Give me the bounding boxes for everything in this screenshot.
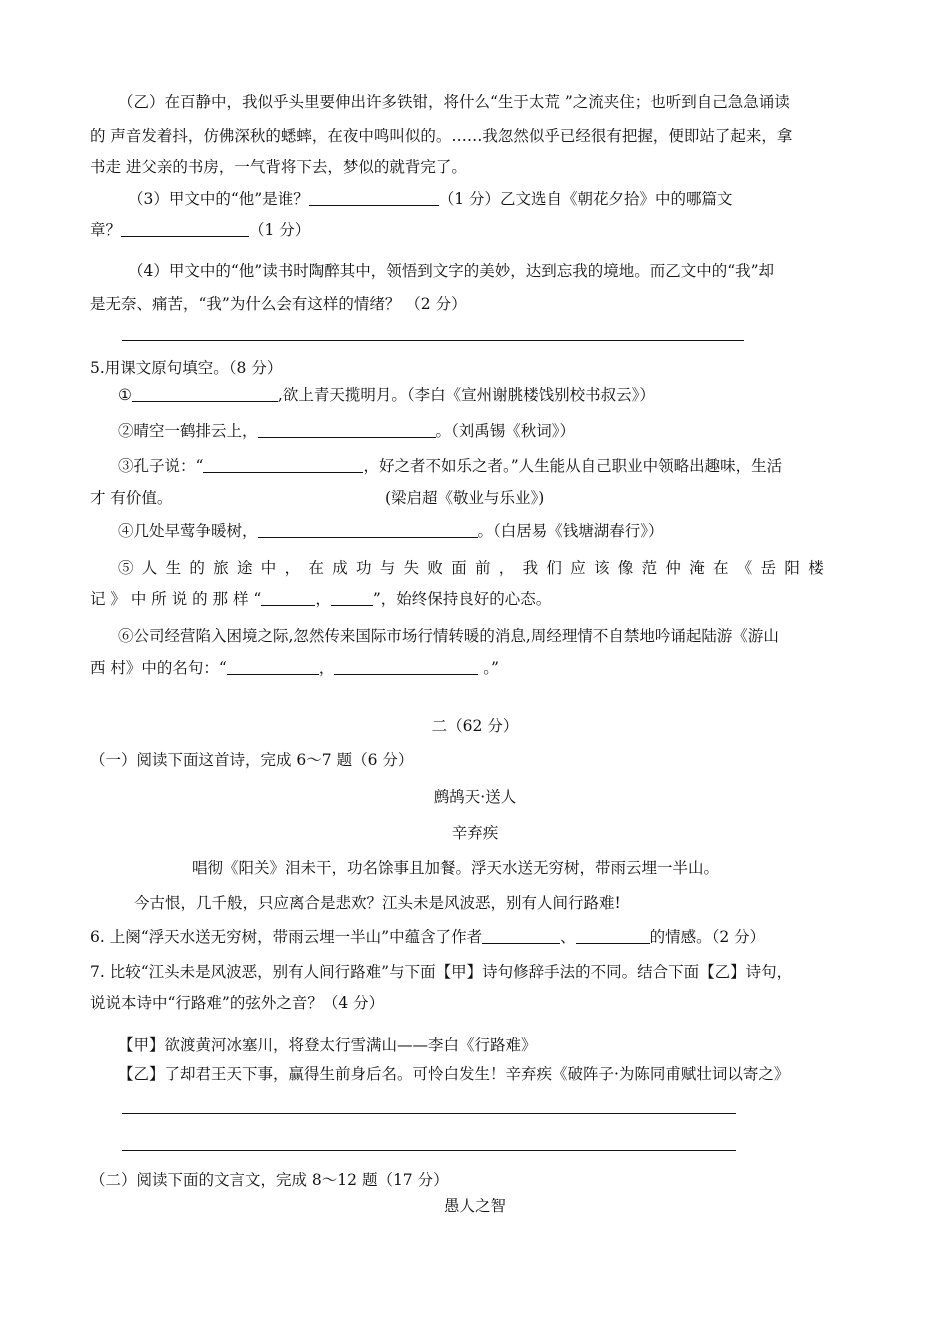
item-3-source: (梁启超《敬业与乐业》) [385,489,545,507]
passage-line-3: 书走 进父亲的书房，一气背将下去，梦似的就背完了。 [90,158,467,176]
answer-line-4[interactable] [122,340,744,341]
question-7-line-1: 7. 比较“江头未是风波恶，别有人间行路难”与下面【甲】诗句修辞手法的不同。结合下面【乙】诗句， [90,963,793,981]
answer-blank-5-6a[interactable] [227,658,319,675]
question-6-text-a: 6. 上阕“浮天水送无穷树，带雨云埋一半山”中蕴含了作者 [90,928,483,946]
question-5-title: 5.用课文原句填空。（8 分） [90,359,283,377]
item-2-text-b: 。（刘禹锡《秋词》） [435,422,576,440]
item-2-text-a: ②晴空一鹤排云上， [118,422,258,440]
item-5-text-b: ， [315,590,331,608]
quote-yi: 【乙】了却君王天下事，赢得生前身后名。可怜白发生！辛弃疾《破阵子·为陈同甫赋壮词以寄之》 [118,1065,790,1083]
question-3-line-2 [90,220,310,240]
answer-blank-3b[interactable] [121,220,249,237]
poem-line-2: 今古恨，几千般，只应离合是悲欢？江头未是风波恶，别有人间行路难! [134,894,621,912]
item-4-text-b: 。（白居易《钱塘湖春行》） [477,522,664,540]
question-5-item-6-line-1: ⑥公司经营陷入困境之际,忽然传来国际市场行情转暖的消息,周经理情不自禁地吟诵起陆游《游山 [118,627,779,645]
item-6-text-c: 。” [478,659,499,677]
question-5-item-5-line-2 [90,589,551,609]
poem-line-1: 唱彻《阳关》泪未干，功名馀事且加餐。浮天水送无穷树，带雨云埋一半山。 [192,859,720,877]
answer-blank-5-5b[interactable] [331,589,373,606]
question-6-text-c: 的情感。（2 分） [649,928,766,946]
item-3-text-c: 才 有价值。 [90,489,173,507]
question-4-line-1: （4）甲文中的“他”读书时陶醉其中，领悟到文字的美妙，达到忘我的境地。而乙文中的“我”却 [128,262,775,280]
question-5-item-1 [118,385,655,405]
question-4-line-2: 是无奈、痛苦，“我”为什么会有这样的情绪？ （2 分） [90,295,467,313]
item-5-text-c: ”，始终保持良好的心态。 [372,590,552,608]
answer-blank-6a[interactable] [482,927,560,944]
passage-line-2: 的 声音发着抖，仿佛深秋的蟋蟀，在夜中鸣叫似的。……我忽然似乎已经很有把握，便即站了起来，拿 [90,127,793,145]
question-6 [90,927,765,947]
item-6-text-a: 西 村》中的名句：“ [90,659,227,677]
question-3-text-a: （3）甲文中的“他”是谁？ [128,190,309,208]
question-5-item-6-line-2 [90,658,499,678]
essay-title: 愚人之智 [443,1197,506,1215]
answer-blank-5-2[interactable] [258,421,436,438]
question-5-item-3 [118,456,782,476]
item-6-text-b: ， [318,659,335,677]
question-5-item-4 [118,521,664,541]
part-1-title: （一）阅读下面这首诗，完成 6～7 题（6 分） [90,751,414,769]
answer-blank-5-3[interactable] [203,456,363,473]
poem-title: 鹧鸪天·送人 [433,788,517,806]
section-2-title: 二（62 分） [431,717,519,735]
question-3-text-d: （1 分） [249,221,311,239]
item-5-text-a: 记 》 中 所 说 的 那 样 “ [90,590,262,608]
question-3-line-1 [128,189,733,209]
answer-line-7b[interactable] [122,1150,736,1151]
poem-author: 辛弃疾 [451,824,499,842]
question-5-item-3-cont [90,488,172,508]
question-3-text-b: （1 分）乙文选自《朝花夕拾》中的哪篇文 [438,190,733,208]
answer-blank-5-5a[interactable] [261,589,315,606]
answer-blank-5-6b[interactable] [334,658,478,675]
answer-blank-3a[interactable] [309,189,439,206]
item-3-text-a: ③孔子说：“ [118,457,204,475]
item-4-text-a: ④几处早莺争暖树， [118,522,258,540]
item-3-text-b: ，好之者不如乐之者。”人生能从自己职业中领略出趣味，生活 [363,457,783,475]
answer-blank-6b[interactable] [576,927,650,944]
question-5-item-5-line-1: ⑤人生的旅途中，在成功与失败面前，我们应该像范仲淹在《岳阳楼 [118,559,833,577]
question-5-item-2 [118,421,575,441]
answer-blank-5-4[interactable] [258,521,478,538]
quote-jia: 【甲】欲渡黄河冰塞川，将登太行雪满山——李白《行路难》 [118,1036,537,1054]
item-1-text: ,欲上青天揽明月。（李白《宣州谢朓楼饯别校书叔云》） [277,386,655,404]
item-1-number: ① [118,386,132,404]
question-3-text-c: 章？ [90,221,122,239]
question-6-text-b: 、 [560,928,576,946]
answer-blank-5-1[interactable] [132,385,278,402]
answer-line-7a[interactable] [122,1113,736,1114]
passage-line-1: （乙）在百静中，我似乎头里要伸出许多铁钳，将什么“生于太荒 ”之流夹住；也听到自己急急诵读 [118,93,790,111]
question-7-line-2: 说说本诗中“行路难”的弦外之音？（4 分） [90,994,385,1012]
part-2-title: （二）阅读下面的文言文，完成 8～12 题（17 分） [90,1171,449,1189]
